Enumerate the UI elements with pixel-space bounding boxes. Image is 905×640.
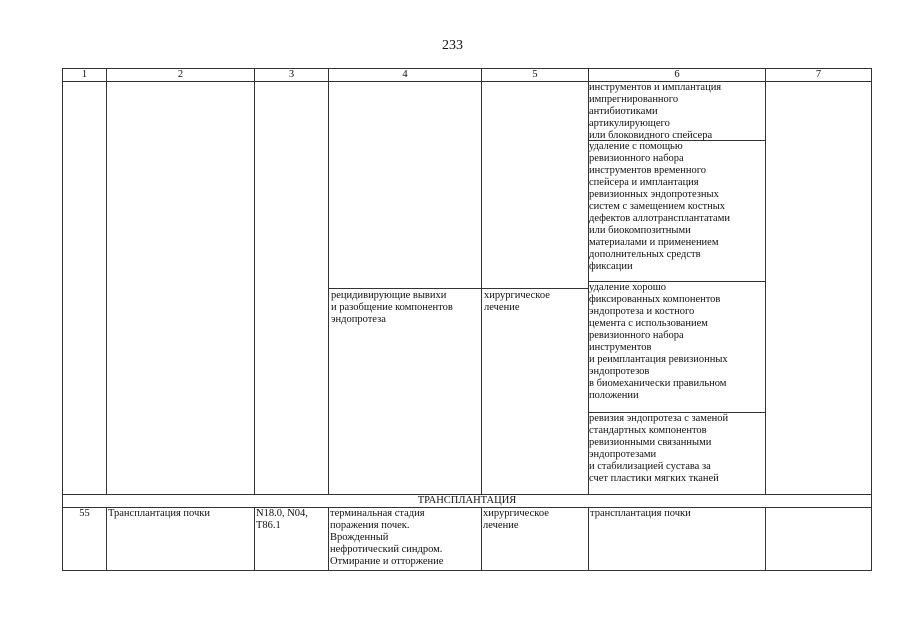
- method-item: удаление хорошо фиксированных компонентов эндопротеза и костного цемента с использованием ревизионного набора инструментов и реимплантация ревизионных эндопротезов в биомеханически правильном положении: [589, 282, 766, 413]
- column-header-1: 1: [63, 69, 107, 82]
- medical-care-table: [62, 68, 872, 571]
- row-number: 55: [63, 508, 107, 571]
- column-header-7: 7: [766, 69, 872, 82]
- cell-col7-empty: [766, 82, 872, 495]
- cell-codes-empty: [255, 82, 329, 495]
- column-number-row: [63, 69, 872, 82]
- row-codes: N18.0, N04, T86.1: [255, 508, 329, 571]
- cell-treatment: [482, 82, 589, 495]
- section-row: [63, 495, 872, 508]
- cell-name-empty: [107, 82, 255, 495]
- cell-number-empty: [63, 82, 107, 495]
- table-row: [63, 508, 872, 571]
- condition-text: рецидивирующие вывихи и разобщение компонентов эндопротеза: [331, 290, 453, 325]
- treatment-empty-segment: [482, 82, 589, 289]
- continuation-row: [63, 82, 872, 495]
- column-header-3: 3: [255, 69, 329, 82]
- column-header-4: 4: [329, 69, 482, 82]
- column-header-6: 6: [589, 69, 766, 82]
- condition-empty-segment: [329, 82, 482, 289]
- section-title: ТРАНСПЛАНТАЦИЯ: [63, 495, 872, 508]
- method-item: удаление с помощью ревизионного набора инструментов временного спейсера и имплантация ревизионных эндопротезных систем с замещением костных дефектов аллотрансплантатами или биокомпозитными материалами и применением дополнительных средств фиксации: [589, 141, 766, 282]
- row-condition: терминальная стадия поражения почек. Врожденный нефротический синдром. Отмирание и отторжение: [329, 508, 482, 571]
- method-item: инструментов и имплантация импрегнированного антибиотиками артикулирующего или блоковидного спейсера: [589, 82, 766, 141]
- cell-condition: [329, 82, 482, 495]
- row-method: трансплантация почки: [589, 508, 766, 571]
- row-name: Трансплантация почки: [107, 508, 255, 571]
- row-col7: [766, 508, 872, 571]
- column-header-5: 5: [482, 69, 589, 82]
- treatment-text: хирургическое лечение: [484, 290, 550, 313]
- row-treatment: хирургическое лечение: [482, 508, 589, 571]
- method-item: ревизия эндопротеза с заменой стандартных компонентов ревизионными связанными эндопротезами и стабилизацией сустава за счет пластики мягких тканей: [589, 413, 729, 484]
- cell-methods: [589, 82, 766, 495]
- column-header-2: 2: [107, 69, 255, 82]
- page-number: 233: [442, 38, 463, 53]
